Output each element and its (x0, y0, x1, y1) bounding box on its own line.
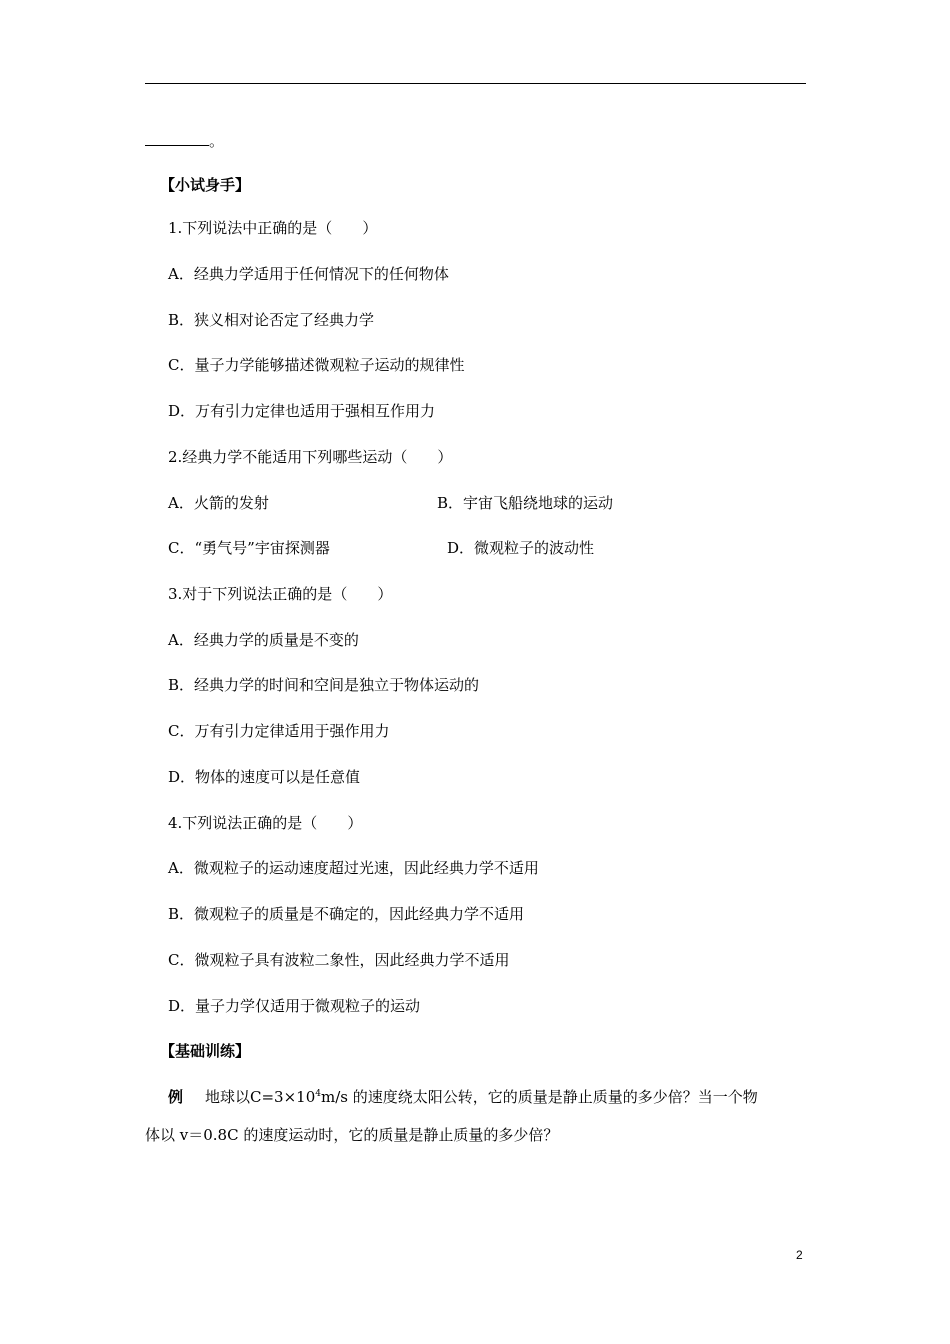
section-heading-basic: 【基础训练】 (160, 1042, 251, 1060)
example-line-1 (145, 1087, 806, 1107)
q1-option-d: D．万有引力定律也适用于强相互作用力 (168, 402, 436, 420)
q3-option-d: D．物体的速度可以是任意值 (168, 768, 361, 786)
q2-option-d: D．微观粒子的波动性 (447, 539, 595, 557)
section-heading-quiz: 【小试身手】 (160, 176, 251, 194)
q4-option-a: A．微观粒子的运动速度超过光速，因此经典力学不适用 (168, 859, 539, 877)
blank-underline (145, 131, 209, 146)
q1-option-c: C．量子力学能够描述微观粒子运动的规律性 (168, 356, 465, 374)
q3-option-b: B．经典力学的时间和空间是独立于物体运动的 (168, 676, 480, 694)
q3-option-a: A．经典力学的质量是不变的 (168, 631, 359, 649)
q4-option-d: D．量子力学仅适用于微观粒子的运动 (168, 997, 421, 1015)
q1-option-b: B．狭义相对论否定了经典力学 (168, 311, 375, 329)
example-text-b: m/s 的速度绕太阳公转，它的质量是静止质量的多少倍？当一个物 (321, 1088, 758, 1106)
q2-option-c: C．“勇气号”宇宙探测器 (168, 539, 330, 557)
q3-option-c: C．万有引力定律适用于强作用力 (168, 722, 390, 740)
q4-stem: 4.下列说法正确的是（ ） (168, 814, 363, 832)
fill-in-blank-fragment (145, 131, 224, 151)
q1-option-a: A．经典力学适用于任何情况下的任何物体 (168, 265, 449, 283)
example-text-a: 地球以C=3×10 (205, 1088, 316, 1106)
header-rule (145, 83, 806, 84)
q2-option-a: A．火箭的发射 (168, 494, 269, 512)
page-number: 2 (796, 1248, 803, 1262)
example-problem (145, 1087, 806, 1145)
q1-stem: 1.下列说法中正确的是（ ） (168, 219, 378, 237)
q3-stem: 3.对于下列说法正确的是（ ） (168, 585, 393, 603)
q2-stem: 2.经典力学不能适用下列哪些运动（ ） (168, 448, 453, 466)
example-label: 例 (168, 1088, 184, 1106)
example-line-2: 体以 v＝0.8C 的速度运动时，它的质量是静止质量的多少倍？ (145, 1126, 559, 1144)
blank-period: 。 (209, 132, 225, 150)
example-exponent: 4 (315, 1089, 321, 1099)
q2-option-b: B．宇宙飞船绕地球的运动 (437, 494, 614, 512)
q4-option-b: B．微观粒子的质量是不确定的，因此经典力学不适用 (168, 905, 525, 923)
q4-option-c: C．微观粒子具有波粒二象性，因此经典力学不适用 (168, 951, 510, 969)
